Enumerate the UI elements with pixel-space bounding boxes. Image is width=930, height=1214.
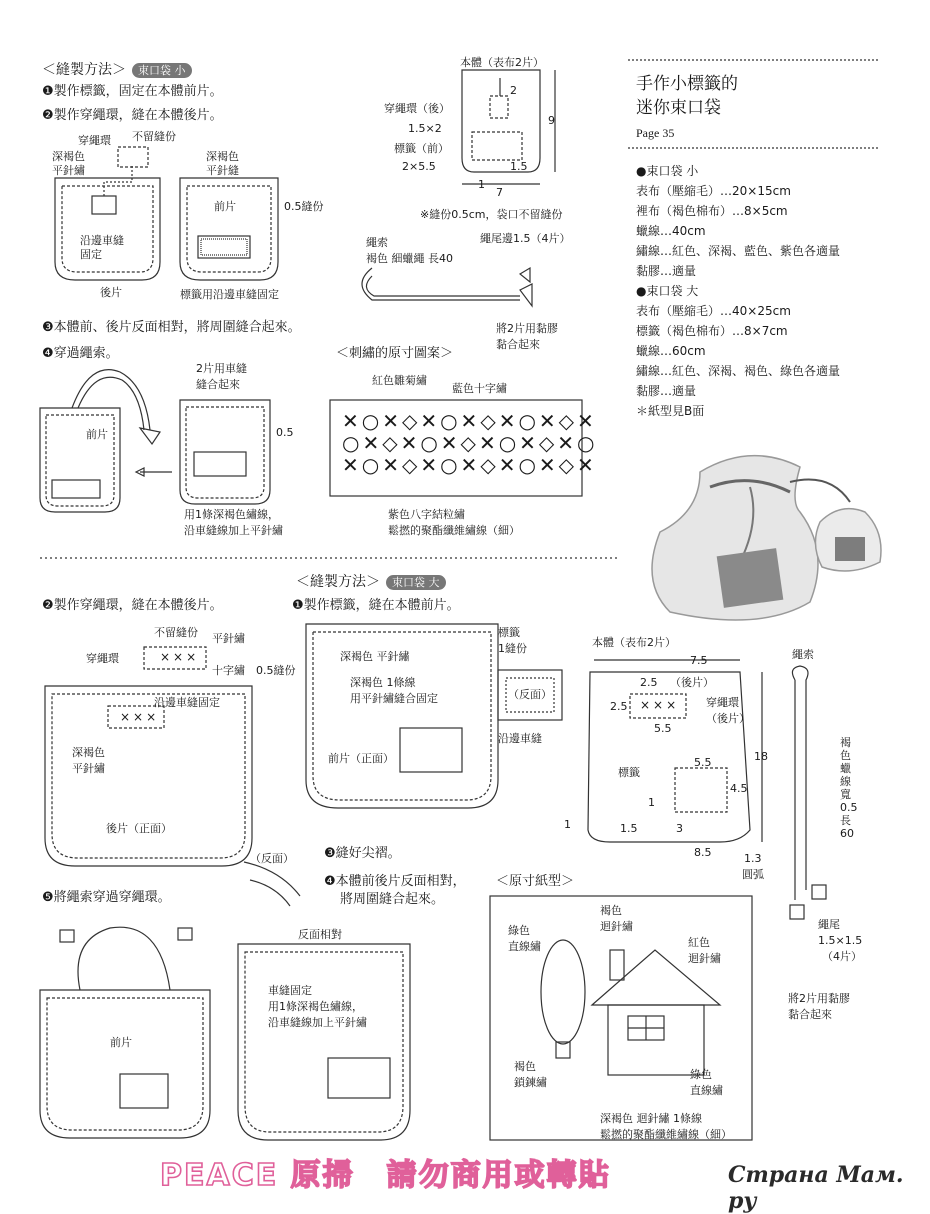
lg-label-brown-1line: 深褐色 1條線 (350, 676, 416, 689)
note-allowance: ※縫份0.5cm，袋口不留縫份 (420, 208, 563, 221)
small-step-4: ❹穿過繩索。 (42, 346, 119, 361)
dim-1: 1 (478, 178, 485, 191)
lg-label-cord-end-2: 1.5×1.5 (818, 934, 863, 947)
pattern-bottom-2: 鬆撚的聚酯纖維繡線（細） (600, 1128, 732, 1141)
pattern-green-1: 綠色 (508, 924, 530, 937)
lg-label-glue-2: 黏合起來 (788, 1008, 832, 1021)
label-red-daisy: 紅色雛菊繡 (372, 374, 427, 387)
lg-label-tag-allow: 1縫份 (498, 642, 527, 655)
lg-dim-1-5: 1.5 (620, 822, 638, 835)
label-cord-1: 繩索 (366, 236, 388, 249)
lg-dim-1-3: 1.3 (744, 852, 762, 865)
lg-label-cord: 繩索 (792, 648, 814, 661)
label-front-2: 前片 (86, 428, 108, 441)
pattern-red-back-2: 迴針繡 (688, 952, 721, 965)
label-brown-run-1: 深褐色 (52, 150, 85, 163)
label-glue-1: 將2片用黏膠 (496, 322, 558, 335)
material-item: 裡布（褐色棉布）…8×5cm (636, 204, 788, 218)
label-purple-knot: 紫色八字結粒繡 (388, 508, 465, 521)
label-cord-end: 繩尾邊1.5（4片） (480, 232, 571, 245)
lg-label-arc: 圓弧 (742, 868, 764, 881)
large-step-1: ❶製作標籤，縫在本體前片。 (292, 598, 460, 613)
lg-loop-stitch: ××× (160, 650, 200, 664)
lg-label-brown-run: 深褐色 平針繡 (340, 650, 410, 663)
lg-pattern-loop-stitch: ××× (640, 698, 680, 712)
lg-dim-8-5: 8.5 (694, 846, 712, 859)
material-item: ＊紙型見B面 (636, 404, 705, 418)
label-brown2-2: 平針縫 (206, 164, 239, 177)
lg-dim-5-5: 5.5 (654, 722, 672, 735)
small-size-badge: 束口袋 小 (132, 63, 192, 78)
label-tag-front: 標籤（前） (394, 142, 449, 155)
large-step-4-line2: 將周圍縫合起來。 (340, 892, 445, 907)
lg-label-thread-2: 沿車縫線加上平針繡 (268, 1016, 367, 1029)
large-step-2: ❷製作穿繩環，縫在本體後片。 (42, 598, 223, 613)
label-tag-fix: 標籤用沿邊車縫固定 (180, 288, 279, 301)
label-two-sew-1: 2片用車縫 (196, 362, 247, 375)
label-body: 本體（表布2片） (460, 56, 544, 69)
lg-label-back-p2: （後片） (706, 712, 750, 725)
large-section-heading (296, 574, 446, 591)
label-loop-size: 1.5×2 (408, 122, 442, 135)
pattern-green2-1: 綠色 (690, 1068, 712, 1081)
label-two-sew-2: 縫合起來 (196, 378, 240, 391)
label-brown-run-2: 平針繡 (52, 164, 85, 177)
lg-label-tag: 標籤 (498, 626, 520, 639)
dim-0-5: 0.5 (276, 426, 294, 439)
lg-dim-4-5: 4.5 (730, 782, 748, 795)
lg-label-edge-sew: 沿邊車縫 (498, 732, 542, 745)
lg-label-run: 平針繡 (212, 632, 245, 645)
large-step-5: ❺將繩索穿過穿繩環。 (42, 890, 171, 905)
small-step-3: ❸本體前、後片反面相對，將周圍縫合起來。 (42, 320, 301, 335)
lg-label-sew-fix: 車縫固定 (268, 984, 312, 997)
lg-dim-2-5a: 2.5 (640, 676, 658, 689)
lg-label-front: 前片 (110, 1036, 132, 1049)
lg-label-label: 標籤 (618, 766, 640, 779)
footer-banner: PEACE 原掃 請勿商用或轉貼 (160, 1158, 611, 1193)
lg-label-front-face: 前片（正面） (328, 752, 394, 765)
pattern-green2-2: 直線繡 (690, 1084, 723, 1097)
label-cord-2: 褐色 細蠟繩 長40 (366, 252, 453, 265)
dim-1-5: 1.5 (510, 160, 528, 173)
lg-dim-2-5b: 2.5 (610, 700, 628, 713)
lg-back-stitch: ××× (120, 710, 160, 724)
lg-label-run-fix: 用平針繡縫合固定 (350, 692, 438, 705)
lg-label-no-allow: 不留縫份 (154, 626, 198, 639)
material-item: 黏膠…適量 (636, 264, 697, 278)
material-item: 黏膠…適量 (636, 384, 697, 398)
label-blue-cross: 藍色十字繡 (452, 382, 507, 395)
label-edge-fix-1: 沿邊車縫 (80, 234, 124, 247)
product-photo (640, 432, 890, 640)
large-step-4-line1: ❹本體前後片反面相對， (324, 874, 466, 889)
lg-label-loop-2: 穿繩環 (706, 696, 739, 709)
lg-label-thread-1: 用1條深褐色繡線， (268, 1000, 363, 1013)
lg-label-back-face: 後片（正面） (106, 822, 172, 835)
material-item: ●束口袋 小 (636, 164, 699, 178)
label-allowance-05: 0.5縫份 (284, 200, 324, 213)
lg-label-glue-1: 將2片用黏膠 (788, 992, 850, 1005)
large-heading-text: ＜縫製方法＞ (296, 574, 380, 590)
large-step-3: ❸縫好尖褶。 (324, 846, 401, 861)
lg-dim-3: 3 (676, 822, 683, 835)
label-back-piece: 後片 (100, 286, 122, 299)
material-item: 繡線…紅色、深褐、褐色、綠色各適量 (636, 364, 841, 378)
label-no-allowance: 不留縫份 (132, 130, 176, 143)
lg-label-loop: 穿繩環 (86, 652, 119, 665)
label-tag-size: 2×5.5 (402, 160, 436, 173)
lg-label-cord-desc: 褐色蠟線寬0.5長60 (840, 736, 858, 840)
material-item: 蠟線…40cm (636, 224, 706, 238)
dim-2: 2 (510, 84, 517, 97)
lg-dim-18: 18 (754, 750, 768, 763)
label-loop-back: 穿繩環（後） (384, 102, 450, 115)
lg-label-reverse: （反面） (508, 688, 552, 701)
materials-list (636, 164, 840, 424)
dim-9: 9 (548, 114, 555, 127)
small-heading-text: ＜縫製方法＞ (42, 62, 126, 78)
material-item: 蠟線…60cm (636, 344, 706, 358)
label-loop: 穿繩環 (78, 134, 111, 147)
pattern-bottom-1: 深褐色 迴針繡 1條線 (600, 1112, 702, 1125)
label-thread-2: 沿車縫線加上平針繡 (184, 524, 283, 537)
lg-label-cord-end-3: （4片） (822, 950, 862, 963)
lg-dim-7-5: 7.5 (690, 654, 708, 667)
lg-dim-5-5b: 5.5 (694, 756, 712, 769)
lg-label-brown-2: 平針繡 (72, 762, 105, 775)
lg-label-back-p: （後片） (670, 676, 714, 689)
pattern-green-2: 直線繡 (508, 940, 541, 953)
page-reference: Page 35 (636, 126, 675, 140)
material-item: 標籤（褐色棉布）…8×7cm (636, 324, 788, 338)
lg-dim-1a: 1 (648, 796, 655, 809)
lg-label-brown-1: 深褐色 (72, 746, 105, 759)
embroidery-pattern: ✕○✕◇✕○✕◇✕○✕◇✕ ○✕◇✕○✕◇✕○✕◇✕○ ✕○✕◇✕○✕◇✕○✕◇✕ (342, 409, 598, 477)
pattern-brown-chain-2: 鎖鍊繡 (514, 1076, 547, 1089)
pattern-red-back-1: 紅色 (688, 936, 710, 949)
lg-label-reverse-2: （反面） (250, 852, 294, 865)
pattern-brown-back-1: 褐色 (600, 904, 622, 917)
material-item: 繡線…紅色、深褐、藍色、紫色各適量 (636, 244, 841, 258)
embroidery-title: ＜刺繡的原寸圖案＞ (336, 346, 454, 361)
lg-label-cord-end-1: 繩尾 (818, 918, 840, 931)
pattern-brown-chain-1: 褐色 (514, 1060, 536, 1073)
sidebar-title-line2: 迷你束口袋 (636, 98, 721, 118)
sidebar-title-line1: 手作小標籤的 (636, 74, 738, 94)
lg-dim-1b: 1 (564, 818, 571, 831)
dim-7: 7 (496, 186, 503, 199)
label-glue-2: 黏合起來 (496, 338, 540, 351)
label-thread-1: 用1條深褐色繡線， (184, 508, 279, 521)
material-item: 表布（壓縮毛）…40×25cm (636, 304, 791, 318)
lg-label-body: 本體（表布2片） (592, 636, 676, 649)
site-watermark: Страна Мам. ру (728, 1162, 904, 1214)
label-purple-thread: 鬆撚的聚酯纖維繡線（細） (388, 524, 520, 537)
large-size-badge: 束口袋 大 (386, 575, 446, 590)
label-edge-fix-2: 固定 (80, 248, 102, 261)
label-front-piece: 前片 (214, 200, 236, 213)
small-section-heading (42, 62, 192, 79)
lg-label-edge-fix: 沿邊車縫固定 (154, 696, 220, 709)
lg-label-cross: 十字繡 (212, 664, 245, 677)
small-step-2: ❷製作穿繩環，縫在本體後片。 (42, 108, 223, 123)
small-step-1: ❶製作標籤，固定在本體前片。 (42, 84, 223, 99)
material-item: 表布（壓縮毛）…20×15cm (636, 184, 791, 198)
lg-label-allow: 0.5縫份 (256, 664, 296, 677)
pattern-brown-back-2: 迴針繡 (600, 920, 633, 933)
pattern-title: ＜原寸紙型＞ (496, 874, 575, 889)
lg-label-rev-facing: 反面相對 (298, 928, 342, 941)
material-item: ●束口袋 大 (636, 284, 699, 298)
label-brown2-1: 深褐色 (206, 150, 239, 163)
